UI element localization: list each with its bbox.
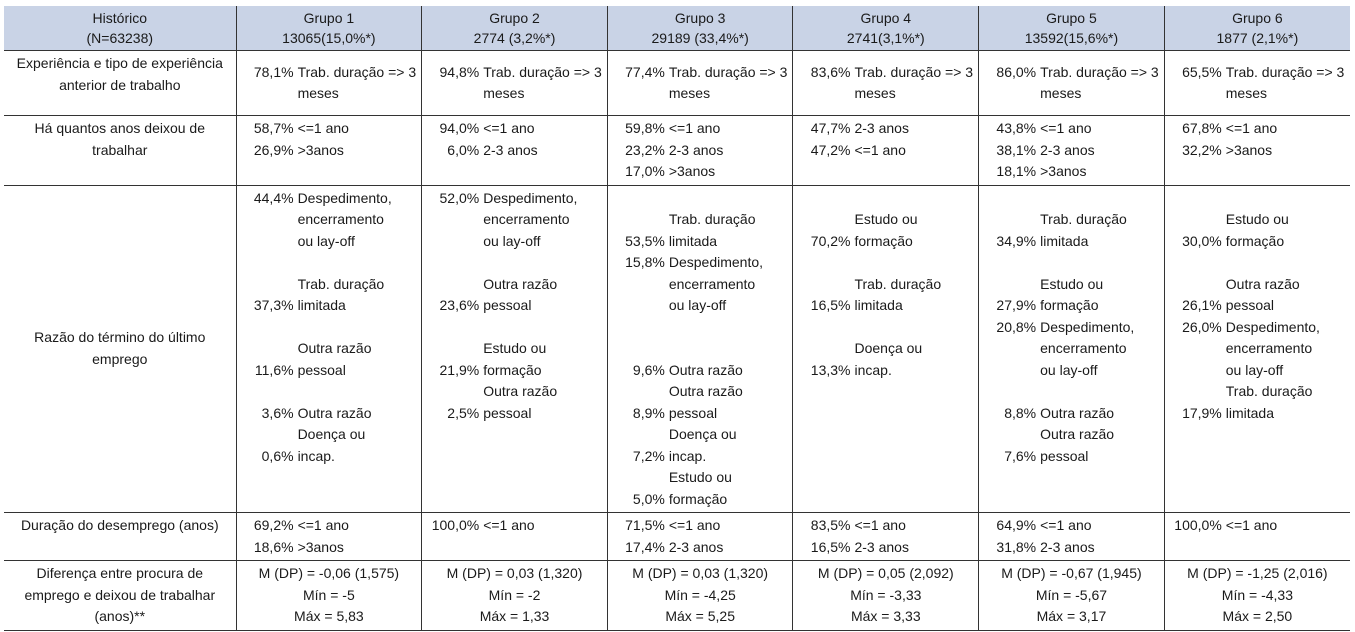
row-unemployment-duration [4,513,1350,561]
category-label: 2-3 anos [1040,538,1095,555]
reason-label: Estudo ou formação [668,469,732,507]
category-label: >3anos [297,538,344,555]
percentage: 30,0% [1182,232,1222,249]
percentage: 11,6% [254,361,294,378]
reason-label: Outra razão pessoal [483,383,558,421]
reason-label: Trab. duração limitada [854,275,942,313]
percentage: 3,6% [261,404,294,421]
min-value: Mín = -3,33 [850,586,922,603]
cell [1164,116,1350,186]
group-size: 29189 (33,4%*) [651,30,749,46]
cell [422,185,608,513]
percentage: 32,2% [1182,141,1222,158]
reason-label: Doença ou incap. [854,340,923,378]
max-value: Máx = 1,33 [479,608,550,624]
percentage: 65,5% [1182,63,1222,80]
cell [236,513,422,561]
cell [607,561,793,631]
cell [1164,51,1350,116]
percentage: 21,9% [439,361,480,378]
entry [982,62,1161,105]
percentage: 94,0% [439,120,480,136]
percentage: 71,5% [625,517,665,533]
percentage: 18,6% [253,538,294,555]
reason-label: Despedimento, encerramento ou lay-off [1225,318,1320,378]
category-label: 2-3 anos [668,538,724,555]
percentage: 47,7% [810,120,851,136]
entry [425,274,604,317]
row-termination-reason [4,185,1350,513]
entry [982,537,1161,559]
group-size: 13065(15,0%*) [282,30,376,46]
percentage: 31,8% [996,538,1037,555]
percentage: 86,0% [996,63,1037,80]
group-size: 13592(15,6%*) [1024,30,1119,46]
category-label: <=1 ano [483,120,535,136]
entry [982,515,1161,537]
cell [979,561,1165,631]
mean-sd: M (DP) = 0,03 (1,320) [446,565,583,581]
percentage: 27,9% [996,297,1037,313]
category-label: Trab. duração => 3 meses [1225,63,1345,101]
percentage: 7,6% [1004,447,1037,464]
entry [425,381,604,424]
entry [982,161,1161,183]
entry [1168,118,1347,140]
history-table [4,6,1350,631]
cell [979,116,1165,186]
row-label: Diferença entre procura de emprego e deixou de trabalhar (anos)** [4,561,236,631]
min-value: Mín = -4,25 [664,586,736,603]
percentage: 100,0% [431,517,480,533]
group-name: Grupo 6 [1232,10,1283,26]
reason-label: Doença ou incap. [297,426,366,464]
cell [607,116,793,186]
category-label: <=1 ano [297,517,349,533]
entry [611,209,790,252]
category-label: 2-3 anos [668,141,724,158]
category-label: 2-3 anos [483,141,538,158]
percentage: 0,6% [261,447,294,464]
reason-label: Estudo ou formação [1225,211,1289,249]
entry [425,140,604,162]
reason-label: Trab. duração limitada [1040,211,1127,249]
header-row-label [4,6,236,51]
entry [796,118,975,140]
reason-label: Trab. duração limitada [1225,383,1313,421]
max-value: Máx = 2,50 [1222,608,1293,624]
entry [611,161,790,183]
percentage: 18,1% [996,163,1037,179]
percentage: 34,9% [996,232,1037,249]
category-label: >3anos [668,163,716,179]
percentage: 43,8% [996,120,1037,136]
entry [425,338,604,381]
max-value: Máx = 3,33 [850,608,921,624]
percentage: 44,4% [253,189,294,206]
percentage: 69,2% [253,517,294,533]
percentage: 47,2% [810,141,851,158]
category-label: Trab. duração => 3 meses [854,63,974,101]
percentage: 16,5% [810,538,851,555]
entry [982,140,1161,162]
category-label: >3anos [1040,163,1087,179]
entry [982,403,1161,425]
cell [793,513,979,561]
mean-sd: M (DP) = -1,25 (2,016) [1187,565,1328,581]
percentage: 83,5% [810,517,851,533]
entry [611,140,790,162]
group-name: Grupo 3 [674,10,726,26]
reason-label: Despedimento, encerramento ou lay-off [1040,318,1135,378]
row-experience [4,51,1350,116]
category-label: Trab. duração => 3 meses [297,63,417,101]
category-label: >3anos [1225,141,1273,158]
mean-sd: M (DP) = 0,03 (1,320) [632,565,769,581]
group-name: Grupo 4 [860,10,912,26]
mean-sd: M (DP) = -0,06 (1,575) [258,565,400,581]
cell [236,51,422,116]
entry [425,188,604,253]
percentage: 37,3% [253,297,294,313]
header-sample-size: (N=63238) [86,30,154,46]
category-label: <=1 ano [1040,120,1092,136]
reason-label: Despedimento, encerramento ou lay-off [483,189,578,249]
group-size: 2774 (3,2%*) [473,30,556,46]
percentage: 17,4% [625,538,665,555]
entry [796,274,975,317]
min-value: Mín = -5 [303,586,355,603]
entry [240,274,419,317]
mean-sd: M (DP) = 0,05 (2,092) [817,565,954,581]
category-label: <=1 ano [668,120,721,136]
entry [982,118,1161,140]
cell [1164,561,1350,631]
category-label: Trab. duração => 3 meses [668,63,788,101]
entry [1168,274,1347,317]
entry [796,537,975,559]
cell [979,51,1165,116]
cell [236,185,422,513]
reason-label: Despedimento, encerramento ou lay-off [668,254,764,313]
entry [982,317,1161,382]
entry [796,338,975,381]
entry [240,537,419,559]
entry [1168,209,1347,252]
category-label: <=1 ano [1040,517,1092,533]
entry [425,515,604,537]
reason-label: Outra razão [1040,404,1115,421]
max-value: Máx = 5,25 [665,608,735,624]
entry [1168,62,1347,105]
row-label: Há quantos anos deixou de trabalhar [4,116,236,186]
group-name: Grupo 5 [1046,10,1097,26]
entry [240,118,419,140]
percentage: 26,0% [1182,318,1222,335]
percentage: 78,1% [253,63,294,80]
percentage: 23,2% [625,141,665,158]
entry [240,62,419,105]
percentage: 67,8% [1182,120,1222,136]
group-name: Grupo 1 [303,10,355,26]
entry [611,537,790,559]
max-value: Máx = 3,17 [1036,608,1107,624]
entry [1168,381,1347,424]
cell [607,185,793,513]
percentage: 53,5% [625,232,665,249]
reason-label: Outra razão pessoal [297,340,372,378]
header-row [4,6,1350,51]
max-value: Máx = 5,83 [294,608,364,624]
percentage: 38,1% [996,141,1037,158]
category-label: >3anos [297,141,344,158]
entry [796,209,975,252]
percentage: 77,4% [625,63,665,80]
header-group-1 [236,6,422,51]
reason-label: Despedimento, encerramento ou lay-off [297,189,392,249]
entry [1168,515,1347,537]
percentage: 9,6% [632,361,665,378]
header-group-2 [422,6,608,51]
percentage: 2,5% [447,404,480,421]
min-value: Mín = -4,33 [1221,586,1293,603]
category-label: <=1 ano [854,517,906,533]
entry [611,252,790,317]
category-label: Trab. duração => 3 meses [483,63,602,101]
percentage: 17,9% [1182,404,1222,421]
cell [793,51,979,116]
entry [982,274,1161,317]
entry [1168,317,1347,382]
percentage: 20,8% [996,318,1037,335]
row-label: Experiência e tipo de experiência anterior de trabalho [4,51,236,116]
category-label: <=1 ano [854,141,906,158]
percentage: 58,7% [253,120,294,136]
percentage: 16,5% [810,297,851,313]
entry [240,403,419,425]
category-label: 2-3 anos [1040,141,1095,158]
entry [425,118,604,140]
entry [796,515,975,537]
percentage: 52,0% [439,189,480,206]
percentage: 64,9% [996,517,1037,533]
cell [422,51,608,116]
reason-label: Estudo ou formação [1040,275,1104,313]
cell [1164,513,1350,561]
cell [607,51,793,116]
percentage: 100,0% [1174,517,1222,533]
category-label: Trab. duração => 3 meses [1040,63,1159,101]
cell [1164,185,1350,513]
percentage: 8,8% [1004,404,1037,421]
reason-label: Outra razão pessoal [668,383,743,421]
percentage: 5,0% [632,490,665,507]
entry [611,118,790,140]
cell [793,185,979,513]
row-years-since [4,116,1350,186]
reason-label: Trab. duração limitada [297,275,385,313]
entry [240,140,419,162]
percentage: 26,1% [1182,297,1222,313]
cell [422,513,608,561]
category-label: <=1 ano [1225,517,1278,533]
cell [607,513,793,561]
entry [611,62,790,105]
entry [796,140,975,162]
cell [793,561,979,631]
reason-label: Outra razão [297,404,372,421]
percentage: 94,8% [439,63,480,80]
entry [240,515,419,537]
min-value: Mín = -2 [488,586,541,603]
percentage: 7,2% [632,447,665,464]
percentage: 70,2% [810,232,851,249]
entry [240,338,419,381]
reason-label: Estudo ou formação [483,340,547,378]
row-label: Razão do término do último emprego [4,185,236,513]
reason-label: Trab. duração limitada [668,211,756,249]
cell [979,513,1165,561]
header-group-3 [607,6,793,51]
percentage: 59,8% [625,120,665,136]
reason-label: Doença ou incap. [668,426,737,464]
cell [979,185,1165,513]
entry [240,424,419,467]
percentage: 83,6% [810,63,851,80]
row-difference [4,561,1350,631]
cell [793,116,979,186]
entry [425,62,604,105]
entry [240,188,419,253]
entry [982,209,1161,252]
category-label: <=1 ano [668,517,721,533]
reason-label: Outra razão pessoal [483,275,558,313]
cell [422,116,608,186]
entry [611,360,790,382]
header-group-4 [793,6,979,51]
percentage: 13,3% [810,361,851,378]
entry [611,381,790,424]
category-label: <=1 ano [483,517,535,533]
cell [236,561,422,631]
entry [1168,140,1347,162]
header-title: Histórico [92,10,148,26]
percentage: 15,8% [625,254,665,270]
entry [611,424,790,467]
entry [796,62,975,105]
row-label: Duração do desemprego (anos) [4,513,236,561]
percentage: 23,6% [439,297,480,313]
percentage: 8,9% [632,404,665,421]
cell [236,116,422,186]
header-group-6 [1164,6,1350,51]
category-label: 2-3 anos [854,538,909,555]
percentage: 26,9% [253,141,294,158]
category-label: <=1 ano [297,120,349,136]
reason-label: Outra razão [668,361,743,378]
category-label: <=1 ano [1225,120,1278,136]
percentage: 17,0% [625,163,665,179]
min-value: Mín = -5,67 [1035,586,1108,603]
cell [422,561,608,631]
entry [611,515,790,537]
percentage: 6,0% [447,141,480,158]
entry [982,424,1161,467]
header-group-5 [979,6,1165,51]
reason-label: Outra razão pessoal [1225,275,1300,313]
entry [611,467,790,510]
category-label: 2-3 anos [854,120,909,136]
group-size: 2741(3,1%*) [846,30,925,46]
reason-label: Estudo ou formação [854,211,918,249]
mean-sd: M (DP) = -0,67 (1,945) [1001,565,1142,581]
group-name: Grupo 2 [489,10,540,26]
reason-label: Outra razão pessoal [1040,426,1115,464]
group-size: 1877 (2,1%*) [1216,30,1299,46]
